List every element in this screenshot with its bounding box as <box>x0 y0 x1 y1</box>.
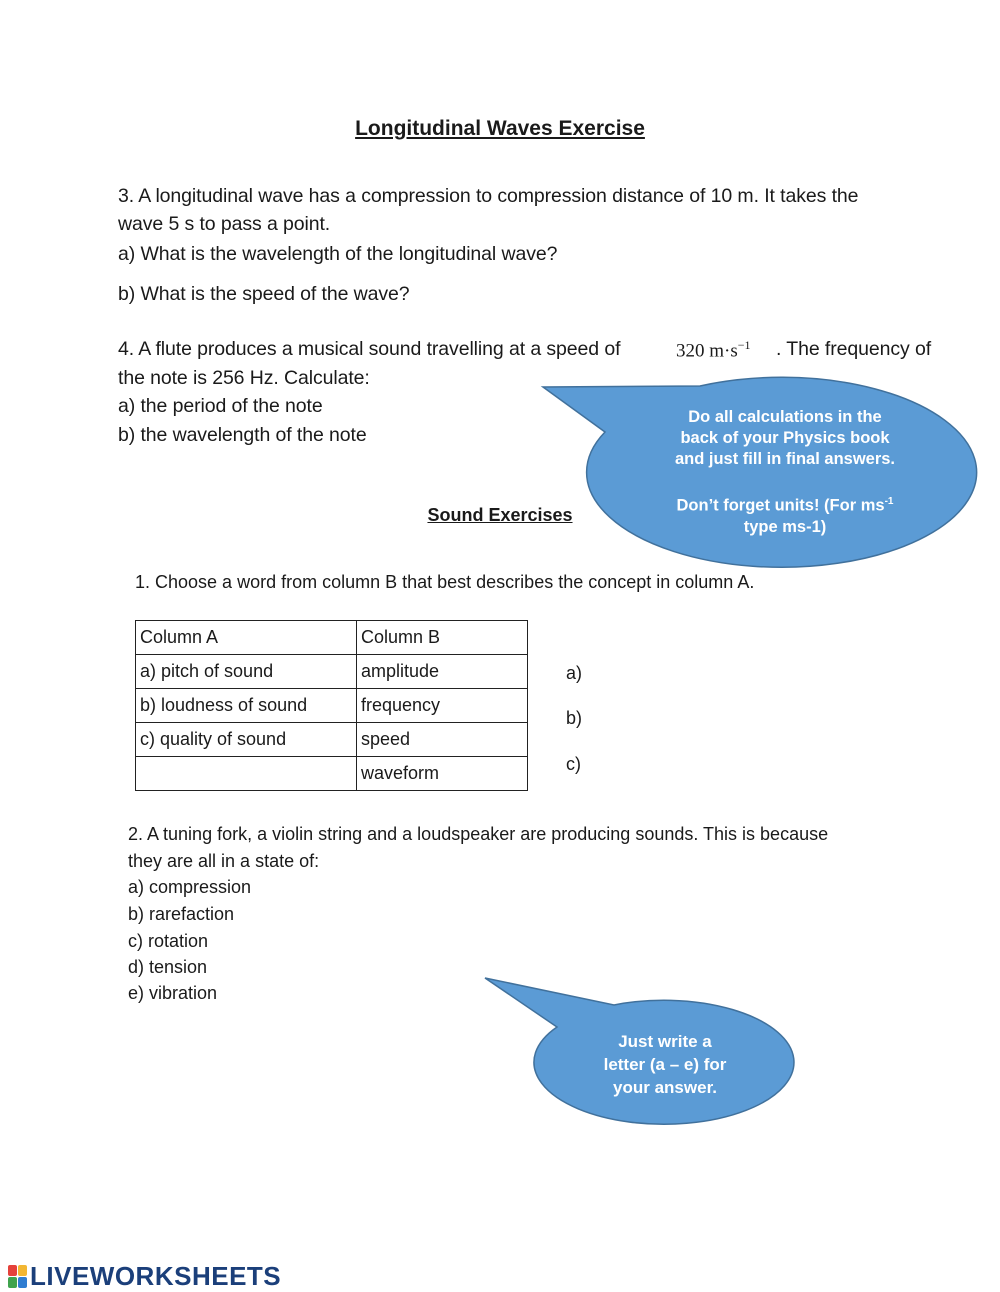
q4-speed-number: 320 m·s <box>676 340 738 362</box>
answer-label-c: c) <box>566 754 581 774</box>
answer-label-a: a) <box>566 663 583 683</box>
q3-line2: wave 5 s to pass a point. <box>118 213 331 235</box>
q4-line1-pre: 4. A flute produces a musical sound travelling at a speed of <box>118 338 621 360</box>
table-cell: frequency <box>357 689 528 723</box>
s2-option-e: e) vibration <box>128 983 218 1003</box>
table-header-row <box>136 621 528 655</box>
s2-option-b: b) rarefaction <box>128 904 235 924</box>
s2-line1: 2. A tuning fork, a violin string and a loudspeaker are producing sounds. This is because <box>128 824 829 844</box>
brand-name: LIVEWORKSHEETS <box>30 1261 282 1291</box>
section-title: Sound Exercises <box>427 505 573 525</box>
table-row <box>136 723 528 757</box>
q4-part-b: b) the wavelength of the note <box>118 424 367 446</box>
answer-label-b: b) <box>566 708 583 728</box>
q4-part-a: a) the period of the note <box>118 395 323 417</box>
table-row <box>136 689 528 723</box>
bubble1-line4-text: Don’t forget units! (For ms <box>676 496 885 515</box>
s2-option-a: a) compression <box>128 877 252 897</box>
table-cell: a) pitch of sound <box>136 655 357 689</box>
table-cell: c) quality of sound <box>136 723 357 757</box>
q3-part-a: a) What is the wavelength of the longitudinal wave? <box>118 243 558 265</box>
q3-part-b: b) What is the speed of the wave? <box>118 283 410 305</box>
q3-line1: 3. A longitudinal wave has a compression to compression distance of 10 m. It takes the <box>118 185 859 207</box>
bubble1-line4-sup: -1 <box>884 496 894 507</box>
table-cell: b) loudness of sound <box>136 689 357 723</box>
table-cell: speed <box>357 723 528 757</box>
header-column-b: Column B <box>357 621 528 655</box>
matching-table <box>135 620 528 791</box>
callout-bubble-2 <box>560 1030 770 1099</box>
bubble2-line3: your answer. <box>613 1078 717 1097</box>
q4-line1-post: . The frequency of <box>776 338 932 360</box>
table-row <box>136 655 528 689</box>
bubble1-line3: and just fill in final answers. <box>674 450 896 468</box>
table-row <box>136 757 528 791</box>
s1-question: 1. Choose a word from column B that best describes the concept in column A. <box>135 572 755 592</box>
bubble1-line2: back of your Physics book <box>680 429 890 447</box>
q4-speed-exponent: −1 <box>737 338 751 352</box>
q4-line2: the note is 256 Hz. Calculate: <box>118 367 370 389</box>
bubble2-line2: letter (a – e) for <box>603 1055 727 1074</box>
page-title: Longitudinal Waves Exercise <box>355 117 645 140</box>
bubble1-line1: Do all calculations in the <box>688 408 882 426</box>
table-cell: amplitude <box>357 655 528 689</box>
table-cell: waveform <box>357 757 528 791</box>
bubble2-line1: Just write a <box>618 1032 712 1051</box>
s2-option-d: d) tension <box>128 957 208 977</box>
s2-option-c: c) rotation <box>128 931 209 951</box>
liveworksheets-logo-icon <box>8 1265 27 1288</box>
table-cell <box>136 757 357 791</box>
s2-line2: they are all in a state of: <box>128 851 320 871</box>
liveworksheets-logo <box>8 1261 281 1292</box>
header-column-a: Column A <box>136 621 357 655</box>
bubble1-line5: type ms-1) <box>743 517 827 536</box>
